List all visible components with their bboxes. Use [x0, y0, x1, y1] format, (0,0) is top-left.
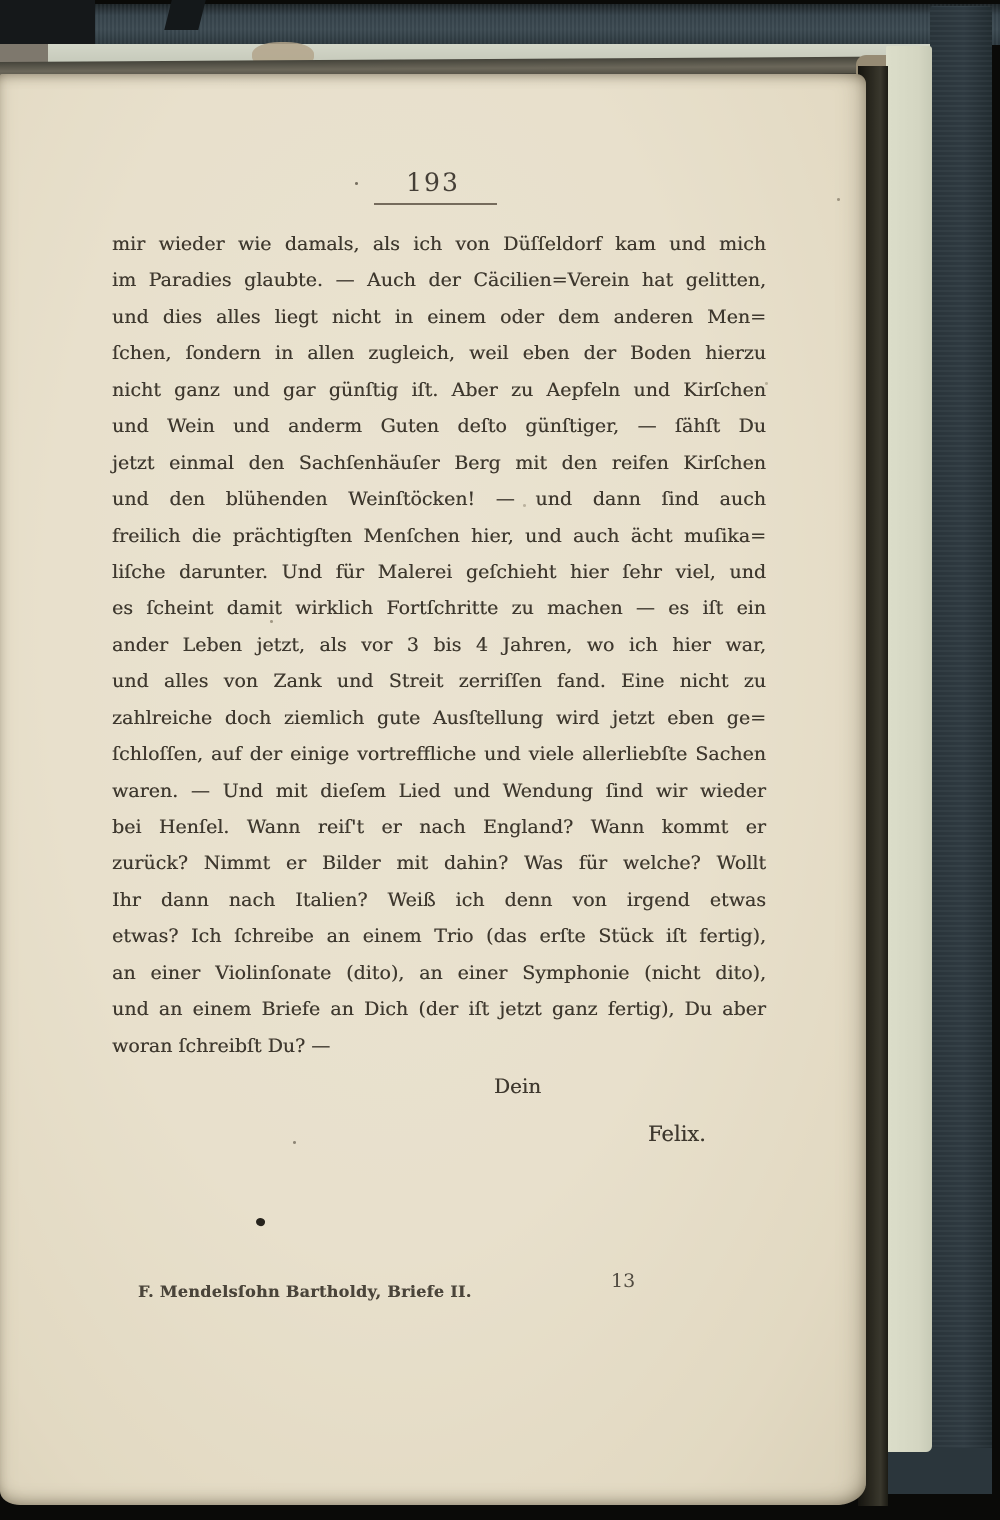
text-line: und dies alles liegt nicht in einem oder dem anderen Men= [112, 305, 766, 328]
footer-book-title: F. Mendelsſohn Bartholdy, Briefe II. [138, 1282, 472, 1301]
ink-blot [255, 1217, 266, 1228]
letter-body [112, 226, 766, 1064]
header-rule [374, 203, 497, 205]
text-line: jetzt einmal den Sachſenhäuſer Berg mit den reifen Kirſchen [112, 451, 766, 474]
text-line: Ihr dann nach Italien? Weiß ich denn von irgend etwas [112, 888, 766, 911]
text-line: waren. — Und mit dieſem Lied und Wendung ſind wir wieder [112, 779, 766, 802]
text-line: woran ſchreibſt Du? — [112, 1034, 331, 1057]
book-cover-bottom-right [884, 1448, 992, 1494]
text-line: ſchloſſen, auf der einige vortreffliche und viele allerliebſte Sachen [112, 743, 766, 766]
text-line: im Paradies glaubte. — Auch der Cäcilien=Verein hat gelitten, [112, 269, 766, 292]
text-line: und alles von Zank und Streit zerriſſen fand. Eine nicht zu [112, 670, 766, 693]
text-line: ander Leben jetzt, als vor 3 bis 4 Jahren, wo ich hier war, [112, 633, 766, 656]
text-line: liſche darunter. Und für Malerei geſchieht hier ſehr viel, und [112, 560, 766, 583]
text-line: freilich die prächtigſten Menſchen hier, und auch ächt muſika= [112, 524, 766, 547]
text-line: und an einem Briefe an Dich (der iſt jetzt ganz fertig), Du aber [112, 998, 766, 1021]
text-line: bei Henſel. Wann reiſ't er nach England? Wann kommt er [112, 816, 766, 838]
page-number: 193 [406, 168, 460, 197]
book-cover-top [0, 4, 1000, 45]
text-line: es ſcheint damit wirklich Fortſchritte zu machen — es iſt ein [112, 597, 766, 620]
valediction: Dein [494, 1074, 542, 1098]
text-line: und Wein und anderm Guten deſto günſtiger, — ſähſt Du [112, 415, 766, 438]
text-line: und den blühenden Weinſtöcken! — und dann ſind auch [112, 488, 766, 511]
text-line: ſchen, ſondern in allen zugleich, weil eben der Boden hierzu [112, 342, 766, 365]
book-cover-right [930, 6, 992, 1492]
text-line: zurück? Nimmt er Bilder mit dahin? Was für welche? Wollt [112, 852, 766, 875]
signature: Felix. [648, 1122, 706, 1146]
page-footer [0, 1270, 866, 1310]
paper-specks [355, 182, 358, 185]
text-line: mir wieder wie damals, als ich von Düſſeldorf kam und mich [112, 233, 766, 255]
text-line: nicht ganz und gar günſtig iſt. Aber zu Aepfeln und Kirſchen [112, 378, 766, 401]
text-line: an einer Violinſonate (dito), an einer Symphonie (nicht dito), [112, 961, 766, 984]
endpaper-strip-right [886, 46, 932, 1452]
text-line: etwas? Ich ſchreibe an einem Trio (das erſte Stück iſt fertig), [112, 925, 766, 948]
signature-mark: 13 [611, 1270, 636, 1292]
page-scan [0, 74, 866, 1505]
text-line: zahlreiche doch ziemlich gute Ausſtellung wird jetzt eben ge= [112, 706, 766, 729]
